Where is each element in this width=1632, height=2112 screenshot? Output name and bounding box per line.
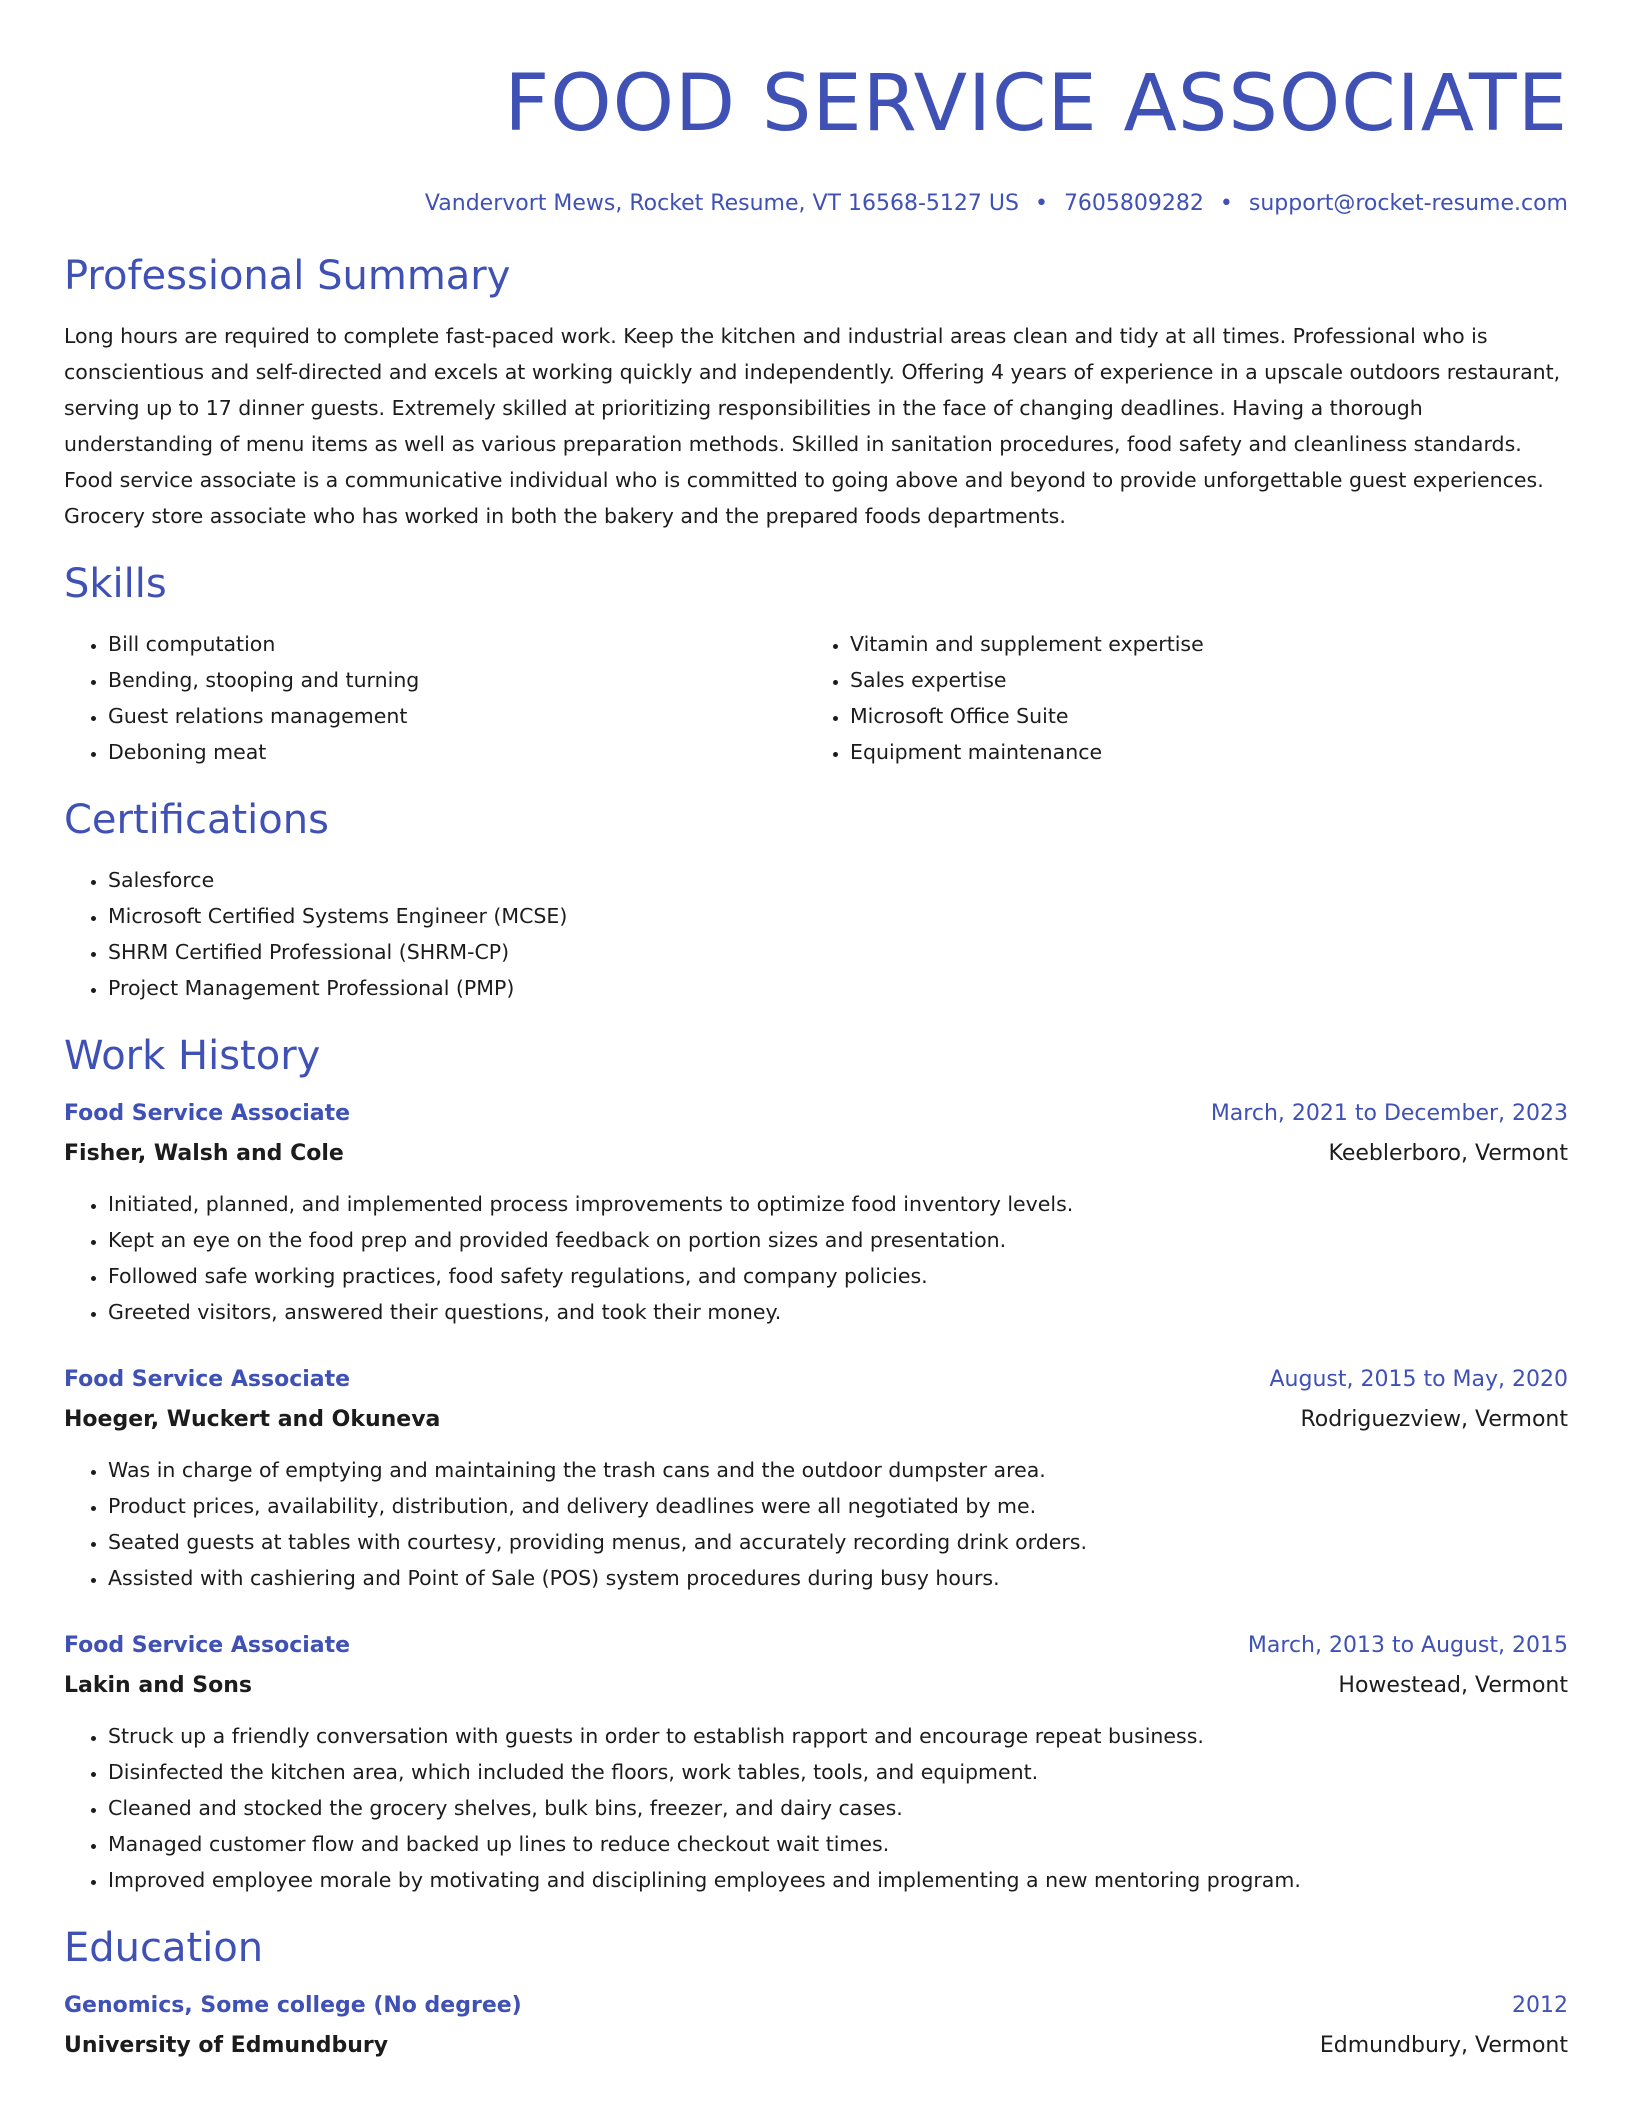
job-bullets — [64, 1452, 1568, 1596]
education-school-row — [64, 2026, 1568, 2066]
job-title: Food Service Associate — [64, 1633, 351, 1658]
education-heading: Education — [64, 1925, 264, 1971]
work-history-section — [64, 1032, 1568, 1898]
job-header-row — [64, 1094, 1568, 1134]
certifications-section — [64, 796, 1568, 1006]
job-bullet: • Cleaned and stocked the grocery shelves, bulk bins, freezer, and dairy cases. — [108, 1790, 1568, 1826]
skill-item: • Equipment maintenance — [850, 734, 1548, 770]
resume-title: FOOD SERVICE ASSOCIATE — [504, 59, 1568, 149]
job-title: Food Service Associate — [64, 1101, 351, 1126]
skills-list-left — [64, 626, 806, 770]
work-history-heading: Work History — [64, 1033, 321, 1079]
job-header-row — [64, 1626, 1568, 1666]
skills-columns — [64, 626, 1568, 770]
skill-item: • Guest relations management — [108, 698, 806, 734]
contact-address: Vandervort Mews, Rocket Resume, VT 16568-5127 US — [424, 191, 1019, 216]
skills-list-right — [806, 626, 1548, 770]
skill-item: • Microsoft Office Suite — [850, 698, 1548, 734]
education-section — [64, 1924, 1568, 2066]
contact-separator: • — [1219, 191, 1233, 216]
job-header-row — [64, 1360, 1568, 1400]
certification-item: • SHRM Certified Professional (SHRM-CP) — [108, 934, 1568, 970]
skill-item: • Deboning meat — [108, 734, 806, 770]
job-bullet: • Initiated, planned, and implemented process improvements to optimize food inventory levels. — [108, 1186, 1568, 1222]
summary-text: Long hours are required to complete fast-paced work. Keep the kitchen and industrial areas clean and tidy at all times. Professional who is conscientious and self-directed and excels at working quickly and independently. Offering 4 years of experience in a upscale outdoors restaurant, serving up to 17 dinner guests. Extremely skilled at prioritizing responsibilities in the face of changing deadlines. Having a thorough understanding of menu items as well as various preparation methods. Skilled in sanitation procedures, food safety and cleanliness standards. Food service associate is a communicative individual who is committed to going above and beyond to provide unforgettable guest experiences. Grocery store associate who has worked in both the bakery and the prepared foods departments. — [64, 324, 1561, 528]
education-header-row — [64, 1986, 1568, 2026]
certifications-heading: Certifications — [64, 797, 329, 843]
education-year: 2012 — [1512, 1993, 1568, 2018]
job-bullet: • Struck up a friendly conversation with guests in order to establish rapport and encourage repeat business. — [108, 1718, 1568, 1754]
certification-item: • Project Management Professional (PMP) — [108, 970, 1568, 1006]
job-company: Fisher, Walsh and Cole — [64, 1141, 344, 1166]
job-entry — [64, 1360, 1568, 1596]
job-bullet: • Managed customer flow and backed up lines to reduce checkout wait times. — [108, 1826, 1568, 1862]
certification-item: • Microsoft Certified Systems Engineer (MCSE) — [108, 898, 1568, 934]
education-entry — [64, 1986, 1568, 2066]
summary-section — [64, 252, 1568, 534]
job-location: Howestead, Vermont — [1338, 1673, 1568, 1698]
job-dates: March, 2013 to August, 2015 — [1247, 1633, 1568, 1658]
job-company-row — [64, 1134, 1568, 1174]
skill-item: • Bill computation — [108, 626, 806, 662]
skills-section — [64, 560, 1568, 770]
job-bullet: • Product prices, availability, distribution, and delivery deadlines were all negotiated by me. — [108, 1488, 1568, 1524]
job-entry — [64, 1626, 1568, 1898]
job-location: Keeblerboro, Vermont — [1328, 1141, 1568, 1166]
job-bullet: • Followed safe working practices, food safety regulations, and company policies. — [108, 1258, 1568, 1294]
skills-column-left — [64, 626, 806, 770]
skills-heading: Skills — [64, 561, 167, 607]
job-bullet: • Was in charge of emptying and maintaining the trash cans and the outdoor dumpster area. — [108, 1452, 1568, 1488]
certifications-list — [64, 862, 1568, 1006]
skill-item: • Vitamin and supplement expertise — [850, 626, 1548, 662]
job-location: Rodriguezview, Vermont — [1300, 1407, 1568, 1432]
job-bullet: • Greeted visitors, answered their questions, and took their money. — [108, 1294, 1568, 1330]
contact-separator: • — [1034, 191, 1048, 216]
job-dates: March, 2021 to December, 2023 — [1210, 1101, 1568, 1126]
job-bullets — [64, 1718, 1568, 1898]
resume-page — [64, 0, 1568, 2066]
job-title: Food Service Associate — [64, 1367, 351, 1392]
job-bullet: • Improved employee morale by motivating and disciplining employees and implementing a new mentoring program. — [108, 1862, 1568, 1898]
contact-email[interactable]: support@rocket-resume.com — [1248, 191, 1568, 216]
job-bullet: • Disinfected the kitchen area, which included the floors, work tables, tools, and equipment. — [108, 1754, 1568, 1790]
job-company-row — [64, 1666, 1568, 1706]
job-bullet: • Seated guests at tables with courtesy, providing menus, and accurately recording drink orders. — [108, 1524, 1568, 1560]
job-entry — [64, 1094, 1568, 1330]
contact-phone: 7605809282 — [1063, 191, 1204, 216]
job-dates: August, 2015 to May, 2020 — [1269, 1367, 1568, 1392]
job-company-row — [64, 1400, 1568, 1440]
job-bullet: • Assisted with cashiering and Point of Sale (POS) system procedures during busy hours. — [108, 1560, 1568, 1596]
education-school: University of Edmundbury — [64, 2033, 389, 2058]
certification-item: • Salesforce — [108, 862, 1568, 898]
contact-line — [64, 190, 1568, 218]
education-degree: Genomics, Some college (No degree) — [64, 1993, 522, 2018]
job-bullets — [64, 1186, 1568, 1330]
job-bullet: • Kept an eye on the food prep and provided feedback on portion sizes and presentation. — [108, 1222, 1568, 1258]
job-company: Hoeger, Wuckert and Okuneva — [64, 1407, 441, 1432]
skill-item: • Sales expertise — [850, 662, 1548, 698]
summary-heading: Professional Summary — [64, 253, 511, 299]
job-company: Lakin and Sons — [64, 1673, 252, 1698]
skills-column-right — [806, 626, 1548, 770]
skill-item: • Bending, stooping and turning — [108, 662, 806, 698]
education-location: Edmundbury, Vermont — [1319, 2033, 1568, 2058]
